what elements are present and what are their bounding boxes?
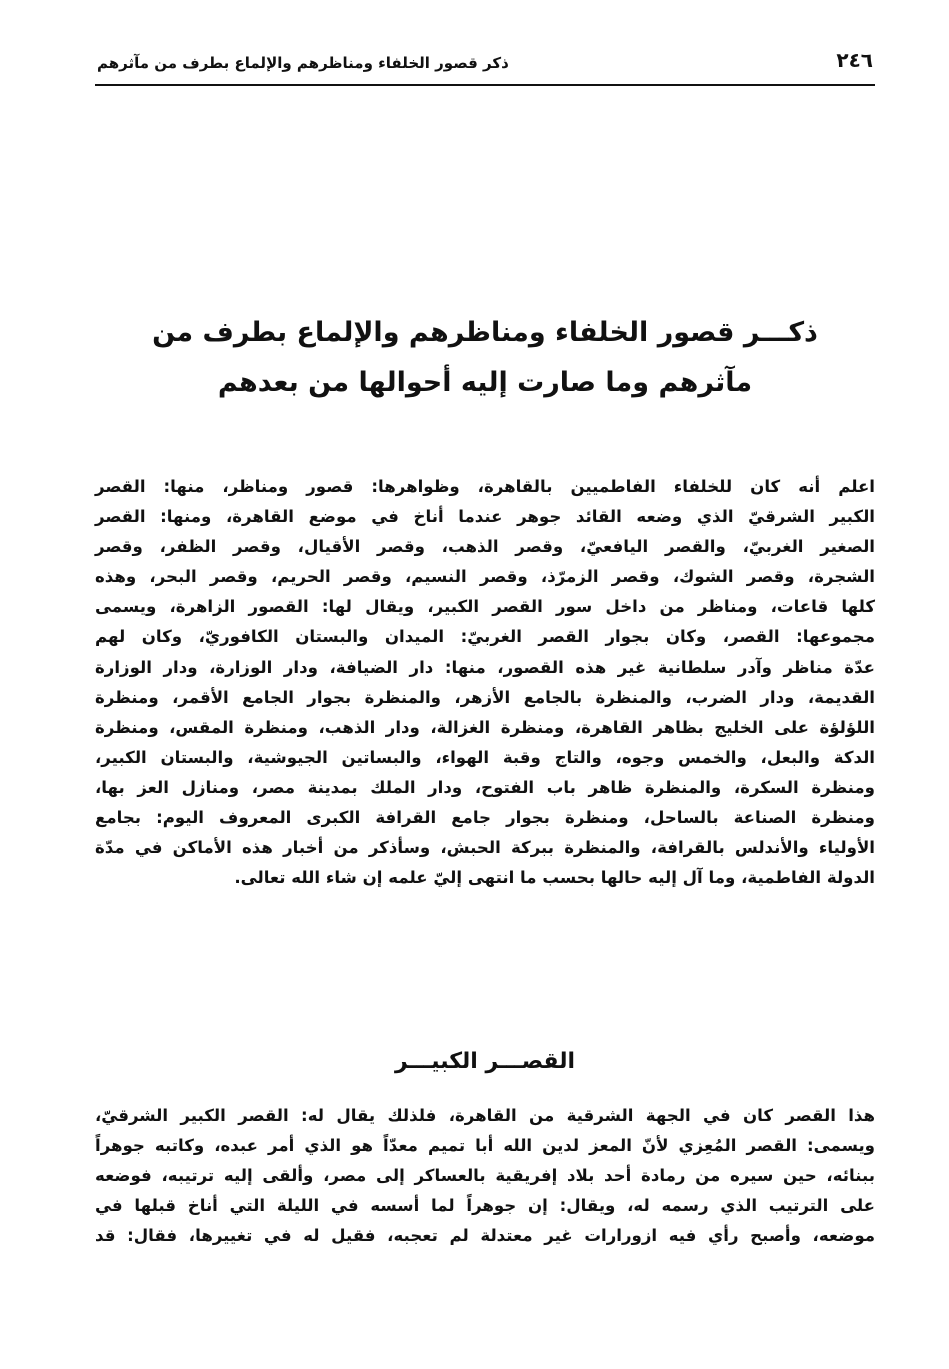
chapter-title-line-1: ذكـــر قصور الخلفاء ومناظرهم والإلماع بطرف من (152, 317, 818, 348)
text-line: ويسمى: القصر المُعِزي لأنّ المعز لدين الله أبا تميم معدّاً هو الذي أمر عبده، وكاتبه جوهراً (95, 1136, 875, 1156)
text-line: القديمة، ودار الضرب، والمنظرة بالجامع الأزهر، والمنظرة بجوار الجامع الأقمر، ومنظرة (95, 687, 875, 707)
text-line: مجموعها: القصر، وكان بجوار القصر الغربيّ: الميدان والبستان الكافوريّ، وكان لهم (95, 627, 875, 647)
text-line: موضعه، وأصبح رأي فيه ازورارات غير معتدلة لم تعجبه، فقيل له في تغييرها، فقال: قد (95, 1226, 875, 1246)
running-title: ذكر قصور الخلفاء ومناظرهم والإلماع بطرف من مآثرهم (97, 54, 509, 72)
text-line: الشجرة، وقصر الشوك، وقصر الزمرّذ، وقصر النسيم، وقصر الحريم، وقصر البحر، وهذه (95, 567, 875, 587)
chapter-title-line-2: مآثرهم وما صارت إليه أحوالها من بعدهم (217, 367, 753, 398)
section-heading: القصـــر الكبيـــر (394, 1049, 576, 1074)
text-line: كلها قاعات، ومناظر من داخل سور القصر الكبير، ويقال لها: القصور الزاهرة، ويسمى (95, 597, 875, 617)
section-paragraph (95, 1101, 875, 1251)
text-line: عدّة مناظر وآدر سلطانية غير هذه القصور، منها: دار الضيافة، ودار الوزارة، ودار الوزارة (95, 657, 875, 677)
text-line: على الترتيب الذي رسمه له، ويقال: إن جوهراً لما أسسه في الليلة التي أناخ قبلها في (95, 1196, 875, 1216)
page-header (95, 44, 875, 86)
text-line: الكبير الشرقيّ الذي وضعه القائد جوهر عندما أناخ في موضع القاهرة، ومنها: القصر (95, 507, 875, 527)
text-line: الأولياء والأندلس بالقرافة، والمنظرة ببركة الحبش، وسأذكر من أخبار هذه الأماكن في مدّة (95, 838, 875, 858)
text-line: ومنظرة الصناعة بالساحل، ومنظرة بجوار جامع القرافة الكبرى المعروف اليوم: بجامع (95, 808, 875, 828)
intro-paragraph (95, 472, 875, 893)
text-line: ببنائه، حين سيره من رمادة أحد بلاد إفريقية بالعساكر إلى مصر، وألقى إليه ترتيبه، فوضعه (95, 1166, 875, 1186)
text-line: الدولة الفاطمية، وما آل إليه حالها بحسب ما انتهى إليّ علمه إن شاء الله تعالى. (234, 868, 875, 888)
chapter-title (95, 308, 875, 408)
page-number: ٢٤٦ (836, 48, 873, 72)
text-line: ومنظرة السكرة، والمنظرة ظاهر باب الفتوح، ودار الملك بمدينة مصر، ومنازل العز بها، (95, 777, 875, 797)
text-line: هذا القصر كان في الجهة الشرقية من القاهرة، فلذلك يقال له: القصر الكبير الشرقيّ، (95, 1106, 875, 1125)
text-line: الدكة والبعل، والخمس وجوه، والتاج وقبة الهواء، والبساتين الجيوشية، والبستان الكبير، (95, 747, 875, 767)
text-line: الصغير الغربيّ، والقصر اليافعيّ، وقصر الذهب، وقصر الأقيال، وقصر الظفر، وقصر (95, 537, 875, 557)
text-line: اعلم أنه كان للخلفاء الفاطميين بالقاهرة، وظواهرها: قصور ومناظر، منها: القصر (95, 477, 875, 496)
text-line: اللؤلؤة على الخليج بظاهر القاهرة، ومنظرة الغزالة، ودار الذهب، ومنظرة المقس، ومنظرة (95, 717, 875, 737)
